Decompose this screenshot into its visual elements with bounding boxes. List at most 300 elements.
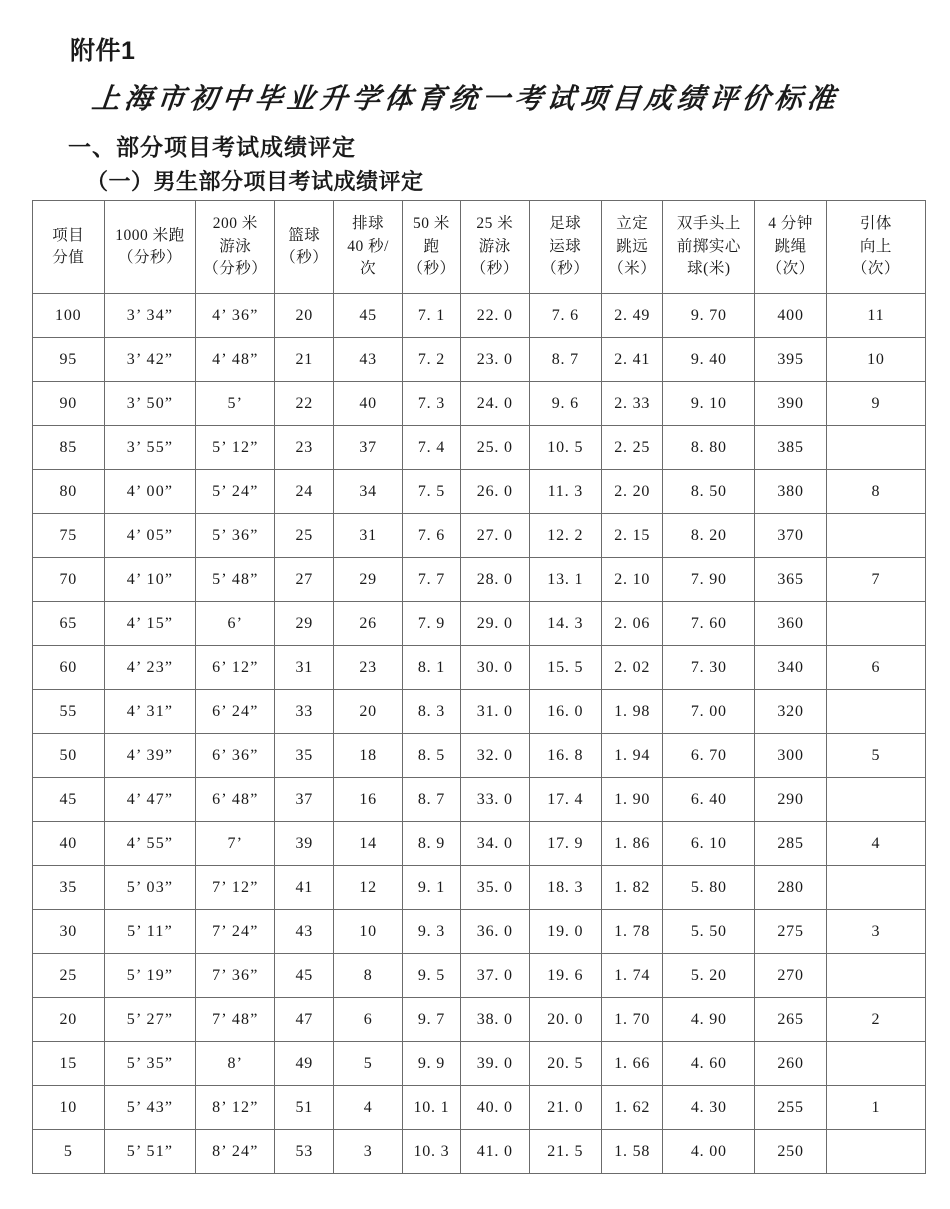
table-cell: 370 (755, 514, 827, 558)
attachment-label: 附件1 (70, 37, 136, 65)
table-cell: 5’ 36” (196, 514, 275, 558)
table-cell: 4 (334, 1086, 402, 1130)
table-cell: 270 (755, 954, 827, 998)
table-cell: 4. 90 (663, 998, 755, 1042)
table-cell: 2. 33 (602, 382, 663, 426)
column-header-line: 跳绳 (774, 237, 807, 255)
table-row (33, 1042, 926, 1086)
table-cell: 5’ (196, 382, 275, 426)
table-cell: 32. 0 (461, 734, 529, 778)
table-cell: 19. 6 (529, 954, 602, 998)
table-cell: 7. 9 (402, 602, 460, 646)
score-value-cell: 85 (33, 426, 105, 470)
table-cell: 385 (755, 426, 827, 470)
table-cell: 6 (826, 646, 925, 690)
table-cell: 40. 0 (461, 1086, 529, 1130)
table-cell: 8. 9 (402, 822, 460, 866)
table-cell: 4’ 31” (104, 690, 196, 734)
table-cell: 4 (826, 822, 925, 866)
table-cell: 25. 0 (461, 426, 529, 470)
column-header-line: 25 米 (476, 215, 514, 233)
column-header-line: 4 分钟 (768, 215, 813, 233)
score-value-cell: 45 (33, 778, 105, 822)
score-value-cell: 90 (33, 382, 105, 426)
table-cell: 38. 0 (461, 998, 529, 1042)
score-value-cell: 10 (33, 1086, 105, 1130)
table-cell (826, 1130, 925, 1174)
subsection-heading: （一）男生部分项目考试成绩评定 (86, 169, 424, 194)
column-header-line: 双手头上 (676, 215, 741, 233)
table-cell: 20. 0 (529, 998, 602, 1042)
table-cell: 8. 7 (529, 338, 602, 382)
table-cell: 28. 0 (461, 558, 529, 602)
table-cell: 10 (826, 338, 925, 382)
table-cell: 4’ 10” (104, 558, 196, 602)
table-cell: 4’ 47” (104, 778, 196, 822)
column-header-line: （分秒） (117, 249, 182, 266)
table-cell: 390 (755, 382, 827, 426)
column-header-line: 次 (360, 260, 377, 278)
table-row (33, 382, 926, 426)
table-cell: 20 (275, 294, 334, 338)
table-cell: 7. 90 (663, 558, 755, 602)
table-cell: 12. 2 (529, 514, 602, 558)
table-cell: 8’ 24” (196, 1130, 275, 1174)
table-cell: 5 (826, 734, 925, 778)
table-cell: 17. 4 (529, 778, 602, 822)
table-cell: 5’ 48” (196, 558, 275, 602)
table-cell: 45 (275, 954, 334, 998)
table-cell: 1. 82 (602, 866, 663, 910)
table-cell: 31 (334, 514, 402, 558)
table-cell: 1. 78 (602, 910, 663, 954)
column-header-3 (275, 201, 334, 294)
table-cell: 43 (275, 910, 334, 954)
table-cell: 7. 7 (402, 558, 460, 602)
table-cell: 7’ 24” (196, 910, 275, 954)
table-cell: 1. 58 (602, 1130, 663, 1174)
table-row (33, 998, 926, 1042)
table-cell (826, 1042, 925, 1086)
table-cell: 39. 0 (461, 1042, 529, 1086)
table-cell: 21. 5 (529, 1130, 602, 1174)
table-row (33, 778, 926, 822)
column-header-line: （米） (608, 260, 657, 278)
column-header-1 (104, 201, 196, 294)
table-cell: 2. 41 (602, 338, 663, 382)
table-cell: 400 (755, 294, 827, 338)
table-cell: 20 (334, 690, 402, 734)
table-cell: 29 (334, 558, 402, 602)
table-cell: 5’ 19” (104, 954, 196, 998)
column-header-line: 分值 (52, 249, 85, 266)
score-value-cell: 50 (33, 734, 105, 778)
score-table (32, 200, 926, 1174)
table-cell: 1. 66 (602, 1042, 663, 1086)
table-cell: 19. 0 (529, 910, 602, 954)
table-body (33, 294, 926, 1174)
table-cell: 25 (275, 514, 334, 558)
column-header-line: 篮球 (288, 226, 321, 244)
table-cell: 26. 0 (461, 470, 529, 514)
table-cell: 8. 7 (402, 778, 460, 822)
table-cell: 9 (826, 382, 925, 426)
table-cell: 31. 0 (461, 690, 529, 734)
table-cell: 40 (334, 382, 402, 426)
score-value-cell: 60 (33, 646, 105, 690)
table-cell: 5 (334, 1042, 402, 1086)
column-header-line: 足球 (549, 215, 582, 233)
table-cell: 7’ 48” (196, 998, 275, 1042)
table-cell (826, 866, 925, 910)
table-cell: 4’ 55” (104, 822, 196, 866)
table-header (33, 201, 926, 294)
column-header-line: 40 秒/ (347, 237, 389, 255)
table-cell: 6. 70 (663, 734, 755, 778)
table-cell: 5’ 03” (104, 866, 196, 910)
table-cell: 300 (755, 734, 827, 778)
column-header-line: 立定 (616, 215, 649, 233)
table-cell: 47 (275, 998, 334, 1042)
table-cell: 35. 0 (461, 866, 529, 910)
table-cell: 285 (755, 822, 827, 866)
column-header-line: 跳远 (616, 237, 649, 255)
table-cell: 2. 49 (602, 294, 663, 338)
table-cell: 22 (275, 382, 334, 426)
column-header-line: （秒） (470, 260, 519, 278)
table-cell: 2. 25 (602, 426, 663, 470)
column-header-line: （次） (766, 260, 815, 278)
table-cell: 4’ 39” (104, 734, 196, 778)
table-cell: 4’ 36” (196, 294, 275, 338)
table-cell: 14. 3 (529, 602, 602, 646)
table-cell: 16. 0 (529, 690, 602, 734)
table-cell: 3’ 42” (104, 338, 196, 382)
table-cell: 320 (755, 690, 827, 734)
score-value-cell: 20 (33, 998, 105, 1042)
table-cell: 8. 1 (402, 646, 460, 690)
table-cell: 5’ 12” (196, 426, 275, 470)
column-header-4 (334, 201, 402, 294)
table-cell: 9. 10 (663, 382, 755, 426)
column-header-line: 项目 (52, 226, 85, 244)
table-cell: 21. 0 (529, 1086, 602, 1130)
table-row (33, 338, 926, 382)
table-cell: 6’ 36” (196, 734, 275, 778)
table-cell: 4. 60 (663, 1042, 755, 1086)
table-cell: 4’ 48” (196, 338, 275, 382)
page-title: 上海市初中毕业升学体育统一考试项目成绩评价标准 (90, 82, 842, 115)
column-header-line: 排球 (352, 215, 385, 233)
table-cell: 4. 30 (663, 1086, 755, 1130)
table-cell: 3’ 50” (104, 382, 196, 426)
table-row (33, 294, 926, 338)
column-header-line: （秒） (541, 260, 590, 278)
table-cell: 360 (755, 602, 827, 646)
column-header-line: （次） (851, 260, 900, 278)
table-cell: 7. 2 (402, 338, 460, 382)
table-cell: 7. 5 (402, 470, 460, 514)
table-cell: 10. 5 (529, 426, 602, 470)
table-cell: 7 (826, 558, 925, 602)
score-value-cell: 100 (33, 294, 105, 338)
table-row (33, 954, 926, 998)
table-cell: 5’ 35” (104, 1042, 196, 1086)
table-cell: 24 (275, 470, 334, 514)
score-value-cell: 35 (33, 866, 105, 910)
table-cell: 10. 3 (402, 1130, 460, 1174)
table-cell: 9. 40 (663, 338, 755, 382)
table-cell: 265 (755, 998, 827, 1042)
table-row (33, 690, 926, 734)
table-cell: 7. 00 (663, 690, 755, 734)
column-header-line: 50 米 (413, 215, 450, 233)
score-value-cell: 40 (33, 822, 105, 866)
table-cell: 37. 0 (461, 954, 529, 998)
table-cell: 290 (755, 778, 827, 822)
column-header-line: 运球 (549, 237, 582, 255)
table-cell: 8’ (196, 1042, 275, 1086)
table-row (33, 822, 926, 866)
table-cell: 35 (275, 734, 334, 778)
table-cell: 5. 80 (663, 866, 755, 910)
table-cell: 365 (755, 558, 827, 602)
table-cell: 22. 0 (461, 294, 529, 338)
table-cell (826, 954, 925, 998)
table-cell: 3 (826, 910, 925, 954)
table-cell: 13. 1 (529, 558, 602, 602)
column-header-line: 向上 (859, 237, 892, 255)
table-cell: 5. 50 (663, 910, 755, 954)
table-cell: 23. 0 (461, 338, 529, 382)
table-cell: 6 (334, 998, 402, 1042)
table-cell: 43 (334, 338, 402, 382)
table-cell: 16. 8 (529, 734, 602, 778)
column-header-line: （秒） (407, 260, 456, 278)
table-cell (826, 426, 925, 470)
table-cell: 2. 02 (602, 646, 663, 690)
table-cell: 30. 0 (461, 646, 529, 690)
table-row (33, 514, 926, 558)
table-cell: 280 (755, 866, 827, 910)
table-cell: 1 (826, 1086, 925, 1130)
table-cell: 5’ 43” (104, 1086, 196, 1130)
table-cell: 4’ 23” (104, 646, 196, 690)
table-cell: 41. 0 (461, 1130, 529, 1174)
table-cell: 5’ 51” (104, 1130, 196, 1174)
table-cell: 7. 4 (402, 426, 460, 470)
table-cell: 6’ (196, 602, 275, 646)
table-cell: 4’ 05” (104, 514, 196, 558)
table-cell: 11 (826, 294, 925, 338)
table-row (33, 910, 926, 954)
table-row (33, 470, 926, 514)
table-cell: 8. 3 (402, 690, 460, 734)
table-row (33, 866, 926, 910)
table-cell: 2. 15 (602, 514, 663, 558)
table-cell: 1. 94 (602, 734, 663, 778)
table-cell (826, 778, 925, 822)
table-cell: 31 (275, 646, 334, 690)
table-cell: 7. 3 (402, 382, 460, 426)
table-cell: 2 (826, 998, 925, 1042)
table-cell: 1. 62 (602, 1086, 663, 1130)
table-cell: 33. 0 (461, 778, 529, 822)
score-value-cell: 75 (33, 514, 105, 558)
table-cell: 260 (755, 1042, 827, 1086)
table-cell: 3’ 55” (104, 426, 196, 470)
table-cell: 39 (275, 822, 334, 866)
column-header-line: （分秒） (203, 260, 268, 278)
table-cell: 10 (334, 910, 402, 954)
score-value-cell: 65 (33, 602, 105, 646)
score-value-cell: 70 (33, 558, 105, 602)
column-header-line: （秒） (280, 249, 329, 266)
column-header-line: 游泳 (219, 237, 252, 255)
table-cell: 51 (275, 1086, 334, 1130)
table-cell: 21 (275, 338, 334, 382)
table-cell: 5’ 24” (196, 470, 275, 514)
column-header-line: 跑 (423, 237, 440, 255)
table-row (33, 602, 926, 646)
table-cell (826, 690, 925, 734)
table-cell: 37 (334, 426, 402, 470)
table-cell: 14 (334, 822, 402, 866)
table-cell: 34. 0 (461, 822, 529, 866)
table-cell: 8 (826, 470, 925, 514)
table-row (33, 426, 926, 470)
column-header-7 (529, 201, 602, 294)
column-header-10 (755, 201, 827, 294)
table-cell: 18. 3 (529, 866, 602, 910)
table-cell: 7. 1 (402, 294, 460, 338)
table-cell: 6. 10 (663, 822, 755, 866)
table-cell: 6. 40 (663, 778, 755, 822)
table-cell: 34 (334, 470, 402, 514)
table-cell: 6’ 24” (196, 690, 275, 734)
table-cell: 1. 70 (602, 998, 663, 1042)
table-cell: 9. 70 (663, 294, 755, 338)
table-cell: 2. 20 (602, 470, 663, 514)
table-cell: 7’ 36” (196, 954, 275, 998)
column-header-6 (461, 201, 529, 294)
table-cell: 7’ (196, 822, 275, 866)
table-cell: 9. 6 (529, 382, 602, 426)
table-cell: 7. 60 (663, 602, 755, 646)
table-cell: 27 (275, 558, 334, 602)
table-cell: 9. 5 (402, 954, 460, 998)
table-cell: 23 (334, 646, 402, 690)
score-value-cell: 55 (33, 690, 105, 734)
table-cell: 3 (334, 1130, 402, 1174)
table-row (33, 734, 926, 778)
table-cell: 2. 06 (602, 602, 663, 646)
table-cell: 11. 3 (529, 470, 602, 514)
score-value-cell: 5 (33, 1130, 105, 1174)
table-cell: 5. 20 (663, 954, 755, 998)
table-cell: 24. 0 (461, 382, 529, 426)
table-cell: 7’ 12” (196, 866, 275, 910)
score-value-cell: 30 (33, 910, 105, 954)
table-cell: 8. 20 (663, 514, 755, 558)
table-cell: 1. 86 (602, 822, 663, 866)
table-cell: 4’ 15” (104, 602, 196, 646)
column-header-line: 球(米) (687, 260, 731, 278)
score-value-cell: 15 (33, 1042, 105, 1086)
table-cell: 395 (755, 338, 827, 382)
column-header-line: 引体 (859, 215, 892, 233)
table-cell: 380 (755, 470, 827, 514)
column-header-8 (602, 201, 663, 294)
table-cell: 7. 6 (529, 294, 602, 338)
column-header-5 (402, 201, 460, 294)
table-cell: 5’ 27” (104, 998, 196, 1042)
column-header-2 (196, 201, 275, 294)
table-cell: 1. 98 (602, 690, 663, 734)
table-cell: 8’ 12” (196, 1086, 275, 1130)
table-cell: 9. 3 (402, 910, 460, 954)
score-value-cell: 80 (33, 470, 105, 514)
table-cell: 1. 90 (602, 778, 663, 822)
column-header-11 (826, 201, 925, 294)
table-cell: 29 (275, 602, 334, 646)
table-row (33, 646, 926, 690)
table-cell: 29. 0 (461, 602, 529, 646)
score-table-container (32, 200, 926, 1174)
table-cell: 340 (755, 646, 827, 690)
section-heading: 一、部分项目考试成绩评定 (68, 134, 356, 160)
table-row (33, 1130, 926, 1174)
table-cell: 9. 7 (402, 998, 460, 1042)
column-header-9 (663, 201, 755, 294)
table-cell: 8. 5 (402, 734, 460, 778)
score-value-cell: 95 (33, 338, 105, 382)
table-header-row (33, 201, 926, 294)
table-cell: 8. 80 (663, 426, 755, 470)
table-cell: 17. 9 (529, 822, 602, 866)
table-cell: 250 (755, 1130, 827, 1174)
table-cell: 49 (275, 1042, 334, 1086)
table-cell: 12 (334, 866, 402, 910)
column-header-line: 200 米 (212, 215, 258, 233)
table-cell: 16 (334, 778, 402, 822)
table-cell: 7. 30 (663, 646, 755, 690)
table-cell: 15. 5 (529, 646, 602, 690)
score-value-cell: 25 (33, 954, 105, 998)
table-cell: 36. 0 (461, 910, 529, 954)
table-cell: 8. 50 (663, 470, 755, 514)
table-cell: 18 (334, 734, 402, 778)
table-cell (826, 602, 925, 646)
table-cell: 33 (275, 690, 334, 734)
table-cell: 45 (334, 294, 402, 338)
table-cell: 9. 9 (402, 1042, 460, 1086)
table-cell: 10. 1 (402, 1086, 460, 1130)
table-cell: 20. 5 (529, 1042, 602, 1086)
column-header-0 (33, 201, 105, 294)
table-cell: 7. 6 (402, 514, 460, 558)
table-cell: 275 (755, 910, 827, 954)
table-cell: 1. 74 (602, 954, 663, 998)
table-row (33, 1086, 926, 1130)
table-cell: 4. 00 (663, 1130, 755, 1174)
table-cell: 255 (755, 1086, 827, 1130)
table-cell: 3’ 34” (104, 294, 196, 338)
table-cell: 6’ 12” (196, 646, 275, 690)
table-cell: 8 (334, 954, 402, 998)
column-header-line: 1000 米跑 (115, 226, 185, 244)
table-cell: 5’ 11” (104, 910, 196, 954)
